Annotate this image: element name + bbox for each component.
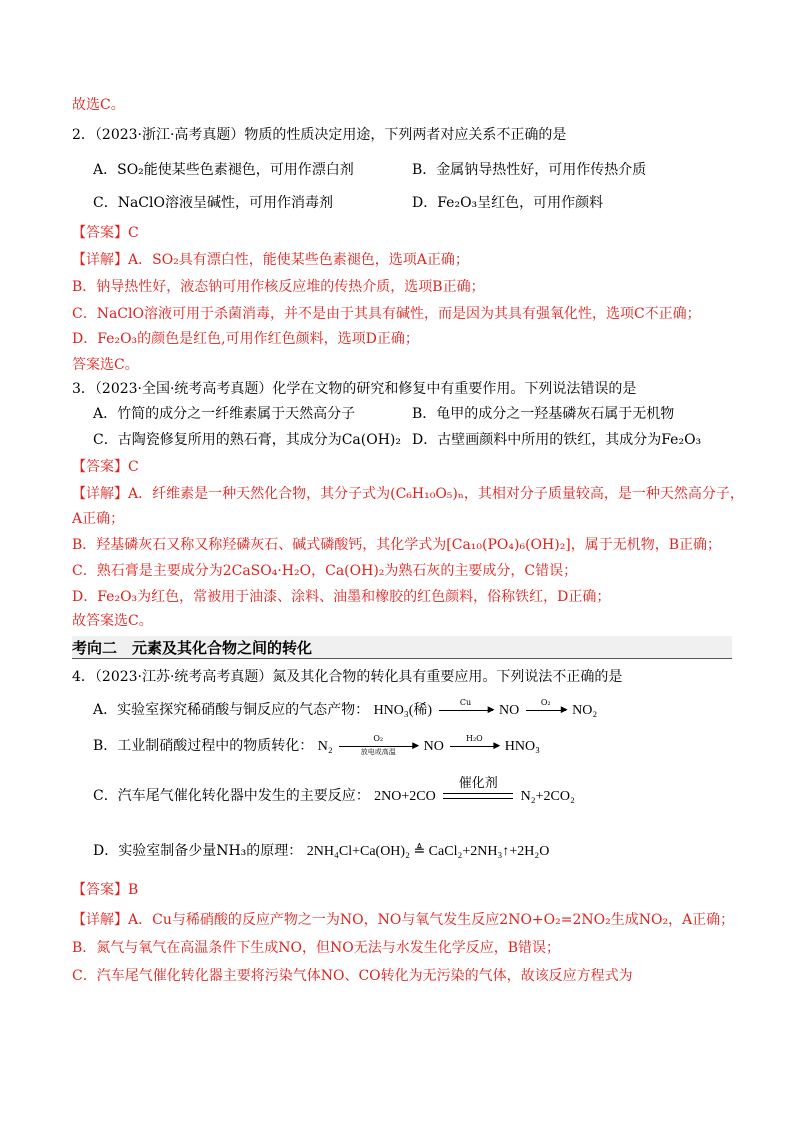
q4-a-product-1: NO: [499, 703, 520, 718]
q3-answer: 【答案】C: [72, 459, 139, 475]
q4-c-reactants: 2NO+2CO: [374, 789, 436, 804]
q4-option-b: [93, 733, 541, 757]
q4-option-d: [93, 841, 549, 862]
q4-answer: 【答案】B: [72, 882, 139, 898]
q3-detail-line: A正确；: [72, 511, 125, 527]
q4-option-b-text: B．工业制硝酸过程中的物质转化：: [93, 738, 314, 754]
q3-option-b: B．龟甲的成分之一羟基磷灰石属于无机物: [412, 406, 675, 422]
q2-detail-line: 答案选C。: [72, 357, 139, 373]
section-header: [72, 636, 732, 659]
q2-detail-line: 【详解】A．SO₂具有漂白性，能使某些色素褪色，选项A正确；: [72, 252, 469, 268]
q1-conclusion: 故选C。: [72, 97, 125, 113]
q3-option-c: C．古陶瓷修复所用的熟石膏，其成分为Ca(OH)₂: [93, 432, 401, 448]
q4-b-product-2: HNO₃: [504, 739, 541, 754]
q2-detail-line: B．钠导热性好，液态钠可用作核反应堆的传热介质，选项B正确；: [72, 279, 485, 295]
section-title: 考向二 元素及其化合物之间的转化: [72, 639, 313, 657]
q4-c-products: N₂+2CO₂: [520, 789, 575, 804]
q3-option-d: D．古壁画颜料中所用的铁红，其成分为Fe₂O₃: [412, 432, 702, 448]
q4-b-reactant: N₂: [317, 739, 333, 754]
q2-stem: 2．（2023·浙江·高考真题）物质的性质决定用途，下列两者对应关系不正确的是: [72, 127, 567, 143]
q4-option-c-text: C．汽车尾气催化转化器中发生的主要反应：: [93, 788, 370, 804]
q4-a-reactant: HNO₃(稀): [373, 703, 433, 718]
q3-stem: 3．（2023·全国·统考高考真题）化学在文物的研究和修复中有重要作用。下列说法错误的是: [72, 381, 637, 397]
arrow-condition: H₂O: [465, 733, 483, 743]
q2-detail-line: C．NaClO溶液可用于杀菌消毒，并不是由于其具有碱性，而是因为其具有强氧化性，选项C不正确；: [72, 306, 701, 322]
arrow-condition-below: 放电或高温: [360, 747, 396, 756]
q4-option-d-text: D．实验室制备少量NH₃的原理：: [93, 843, 303, 859]
q2-option-d: D．Fe₂O₃呈红色，可用作颜料: [412, 195, 604, 211]
q2-detail-line: D．Fe₂O₃的颜色是红色,可用作红色颜料，选项D正确；: [72, 331, 419, 347]
arrow-condition: O₂: [373, 733, 384, 743]
q3-detail-line: B．羟基磷灰石又称又称羟磷灰石、碱式磷酸钙，其化学式为[Ca₁₀(PO₄)₆(OH)₂]，属于无机物，B正确；: [72, 537, 722, 553]
catalyst-equals: [443, 776, 513, 799]
q4-detail-line: 【详解】A．Cu与稀硝酸的反应产物之一为NO，NO与氧气发生反应2NO+O₂=2NO₂生成NO₂，A正确；: [72, 912, 735, 928]
q3-detail-line: 【详解】A．纤维素是一种天然化合物，其分子式为(C₆H₁₀O₅)ₙ，其相对分子质量较高，是一种天然高分子，: [72, 486, 744, 502]
q4-detail-line: C．汽车尾气催化转化器主要将污染气体NO、CO转化为无污染的气体，故该反应方程式为: [72, 968, 633, 984]
catalyst-label: 催化剂: [458, 776, 498, 791]
q2-option-c: C．NaClO溶液呈碱性，可用作消毒剂: [93, 195, 333, 211]
q4-a-product-2: NO₂: [572, 703, 598, 718]
q2-option-b: B．金属钠导热性好，可用作传热介质: [412, 162, 647, 178]
q3-detail-line: D．Fe₂O₃为红色，常被用于油漆、涂料、油墨和橡胶的红色颜料，俗称铁红，D正确；: [72, 589, 611, 605]
q4-b-product-1: NO: [423, 739, 444, 754]
q4-detail-line: B．氮气与氧气在高温条件下生成NO，但NO无法与水发生化学反应，B错误；: [72, 940, 561, 956]
reaction-arrow: H₂O ▶: [450, 746, 498, 747]
reaction-arrow: Cu ▶: [439, 710, 493, 711]
q4-option-a: [93, 697, 598, 721]
q4-option-c: [93, 776, 575, 807]
arrow-condition: Cu: [459, 697, 472, 707]
q4-stem: 4．（2023·江苏·统考高考真题）氮及其化合物的转化具有重要应用。下列说法不正确的是: [72, 669, 623, 685]
q3-option-a: A．竹简的成分之一纤维素属于天然高分子: [93, 406, 356, 422]
q3-detail-line: 故答案选C。: [72, 613, 153, 629]
q3-detail-line: C．熟石膏是主要成分为2CaSO₄·H₂O，Ca(OH)₂为熟石灰的主要成分，C错误；: [72, 563, 578, 579]
q4-d-equation: 2NH₄Cl+Ca(OH)₂ ≜ CaCl₂+2NH₃↑+2H₂O: [306, 844, 550, 859]
q2-answer: 【答案】C: [72, 225, 139, 241]
arrow-condition: O₂: [540, 697, 551, 707]
reaction-arrow: O₂ ▶ 放电或高温: [339, 746, 417, 747]
q2-option-a: A．SO₂能使某些色素褪色，可用作漂白剂: [93, 162, 354, 178]
reaction-arrow: O₂ ▶: [526, 710, 566, 711]
q4-option-a-text: A．实验室探究稀硝酸与铜反应的气态产物：: [93, 702, 370, 718]
